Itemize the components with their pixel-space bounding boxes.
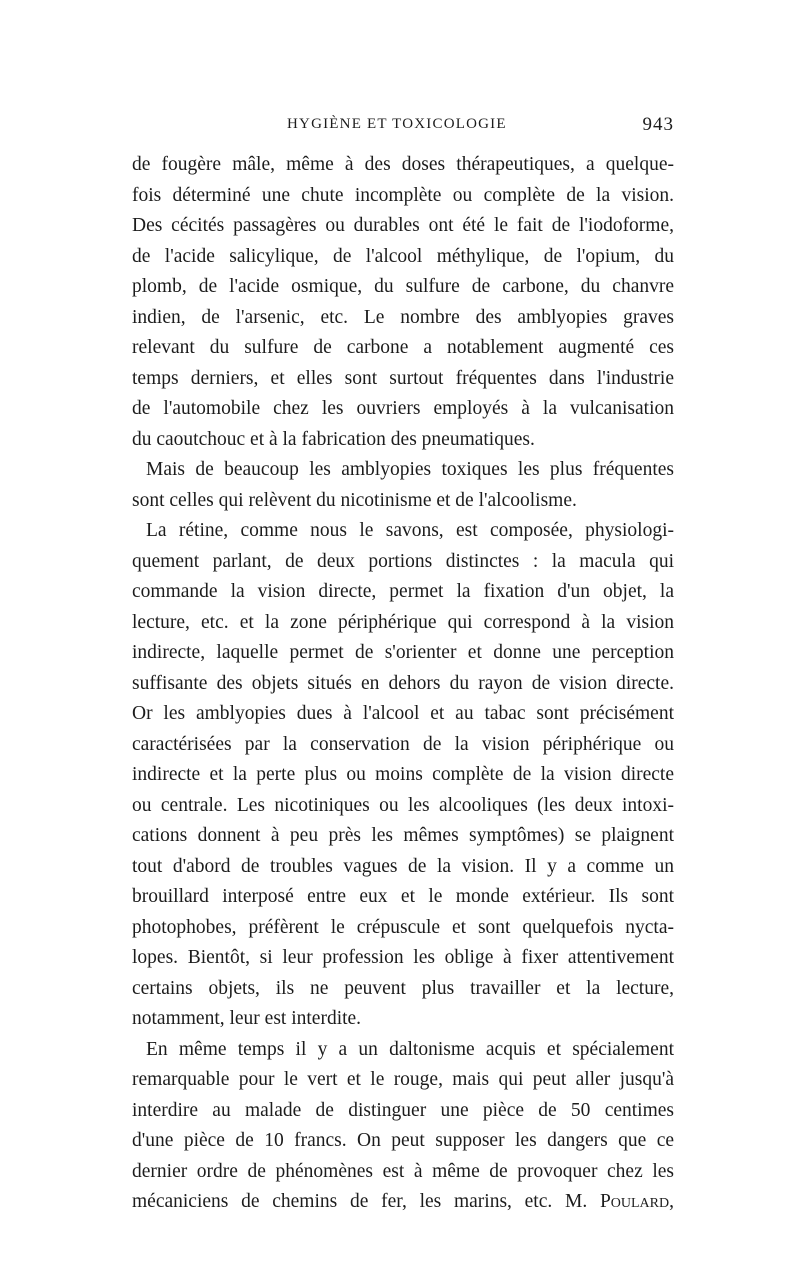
text-line: caractérisées par la conservation de la vision périphérique ou (132, 733, 674, 755)
text-line: remarquable pour le vert et le rouge, mais qui peut aller jusqu'à (132, 1069, 674, 1090)
running-head (132, 114, 674, 140)
text-line: Des cécités passagères ou durables ont été le fait de l'iodoforme, (132, 215, 674, 236)
text-line: indirecte et la perte plus ou moins complète de la vision directe (132, 764, 674, 785)
text-line: indien, de l'arsenic, etc. Le nombre des amblyopies graves (132, 306, 674, 328)
text-line: quement parlant, de deux portions distinctes : la macula qui (132, 550, 674, 572)
author-name: Poulard, (599, 1191, 674, 1212)
text-line: certains objets, ils ne peuvent plus travailler et la lecture, (132, 977, 674, 999)
text-line: dernier ordre de phénomènes est à même de provoquer chez les (132, 1160, 674, 1182)
text-line: Mais de beaucoup les amblyopies toxiques les plus fréquentes (146, 459, 674, 480)
running-title: HYGIÈNE ET TOXICOLOGIE (287, 116, 507, 132)
text-line: plomb, de l'acide osmique, du sulfure de carbone, du chanvre (132, 276, 674, 297)
text-line: d'une pièce de 10 francs. On peut supposer les dangers que ce (132, 1130, 674, 1151)
text-line: notamment, leur est interdite. (132, 1008, 362, 1029)
text-line: temps derniers, et elles sont surtout fréquentes dans l'industrie (132, 367, 674, 389)
text-line: suffisante des objets situés en dehors du rayon de vision directe. (132, 672, 674, 694)
text-line: brouillard interposé entre eux et le monde extérieur. Ils sont (132, 886, 674, 907)
text-line: En même temps il y a un daltonisme acquis et spécialement (146, 1038, 674, 1060)
text-line: lopes. Bientôt, si leur profession les oblige à fixer attentivement (132, 947, 674, 968)
text-line: relevant du sulfure de carbone a notablement augmenté ces (132, 337, 674, 358)
text-line: ou centrale. Les nicotiniques ou les alcooliques (les deux intoxi- (132, 794, 674, 816)
text-line: indirecte, laquelle permet de s'orienter et donne une perception (132, 642, 674, 663)
text-line: Or les amblyopies dues à l'alcool et au tabac sont précisément (132, 703, 674, 724)
text-line: de l'automobile chez les ouvriers employés à la vulcanisation (132, 398, 674, 419)
text-line: fois déterminé une chute incomplète ou complète de la vision. (132, 184, 674, 206)
body-text (132, 150, 674, 1218)
text-line: sont celles qui relèvent du nicotinisme et de l'alcoolisme. (132, 489, 577, 511)
text-line: tout d'abord de troubles vagues de la vision. Il y a comme un (132, 855, 674, 877)
text-line: La rétine, comme nous le savons, est composée, physiologi- (146, 520, 674, 541)
text-line (132, 1187, 674, 1218)
text-line: commande la vision directe, permet la fixation d'un objet, la (132, 581, 674, 602)
text-line: interdire au malade de distinguer une pièce de 50 centimes (132, 1099, 674, 1121)
text-line: de l'acide salicylique, de l'alcool méthylique, de l'opium, du (132, 245, 674, 267)
text-line: de fougère mâle, même à des doses thérapeutiques, a quelque- (132, 154, 674, 175)
text-line: photophobes, préfèrent le crépuscule et sont quelquefois nycta- (132, 916, 674, 938)
text-line: lecture, etc. et la zone périphérique qui correspond à la vision (132, 611, 674, 633)
text-line: cations donnent à peu près les mêmes symptômes) se plaignent (132, 825, 674, 846)
page-number: 943 (642, 114, 674, 135)
text-fragment: mécaniciens de chemins de fer, les marins, etc. M. (132, 1191, 588, 1212)
text-line: du caoutchouc et à la fabrication des pneumatiques. (132, 428, 535, 450)
